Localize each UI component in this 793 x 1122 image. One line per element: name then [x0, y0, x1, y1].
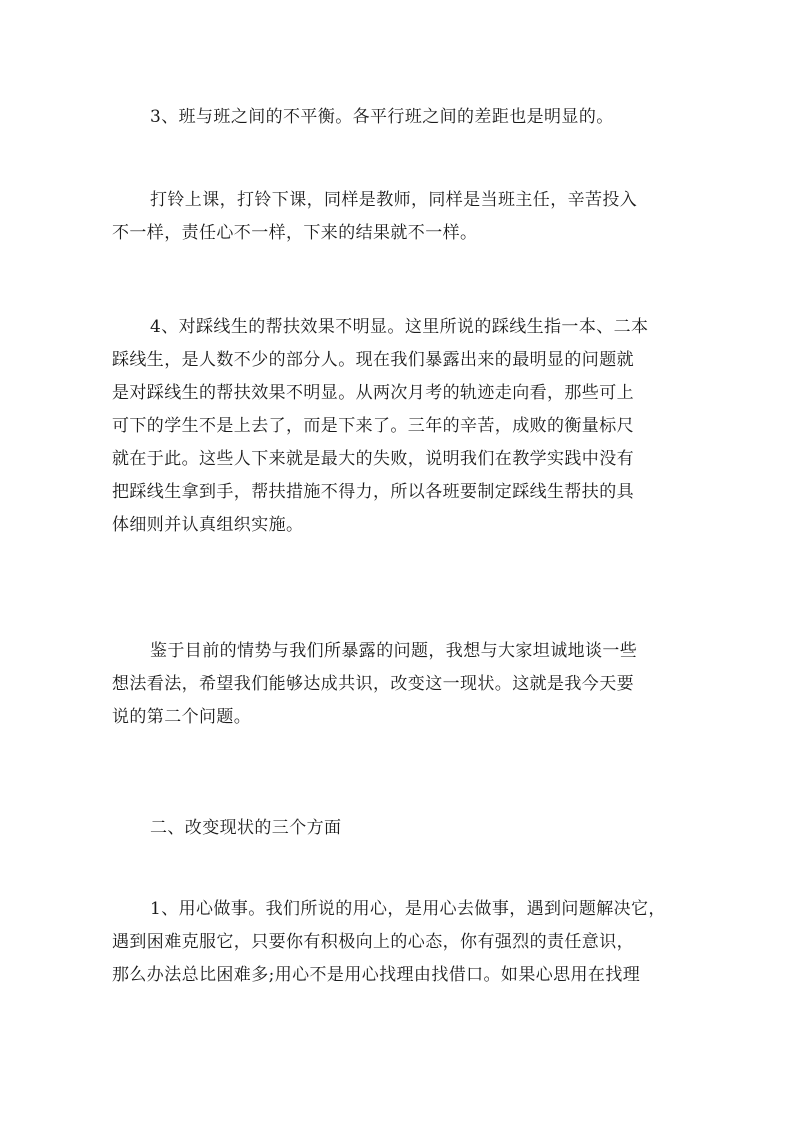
text-line: 把踩线生拿到手，帮扶措施不得力，所以各班要制定踩线生帮扶的具 — [112, 482, 634, 502]
text-line: 遇到困难克服它，只要你有积极向上的心态，你有强烈的责任意识， — [112, 932, 634, 952]
text-line: 鉴于目前的情势与我们所暴露的问题，我想与大家坦诚地谈一些 — [150, 641, 638, 661]
text-line: 打铃上课，打铃下课，同样是教师，同样是当班主任，辛苦投入 — [150, 190, 638, 210]
heading-text: 二、改变现状的三个方面 — [150, 818, 342, 838]
text-line: 4、对踩线生的帮扶效果不明显。这里所说的踩线生指一本、二本 — [150, 317, 649, 337]
paragraph-teacher-effort — [112, 184, 684, 250]
text-line: 可下的学生不是上去了，而是下来了。三年的辛苦，成败的衡量标尺 — [112, 416, 634, 436]
paragraph-work-with-heart — [112, 893, 684, 992]
text-line: 那么办法总比困难多;用心不是用心找理由找借口。如果心思用在找理 — [112, 965, 641, 985]
paragraph-second-issue — [112, 635, 684, 734]
text-line: 是对踩线生的帮扶效果不明显。从两次月考的轨迹走向看，那些可上 — [112, 383, 634, 403]
text-line: 想法看法，希望我们能够达成共识，改变这一现状。这就是我今天要 — [112, 674, 634, 694]
text-line: 踩线生，是人数不少的部分人。现在我们暴露出来的最明显的问题就 — [112, 350, 634, 370]
text-line: 体细则并认真组织实施。 — [112, 515, 304, 535]
text-line: 就在于此。这些人下来就是最大的失败，说明我们在教学实践中没有 — [112, 449, 634, 469]
text-line: 1、用心做事。我们所说的用心，是用心去做事，遇到问题解决它， — [150, 899, 666, 919]
text-line: 不一样，责任心不一样，下来的结果就不一样。 — [112, 223, 478, 243]
text-line: 说的第二个问题。 — [112, 707, 252, 727]
paragraph-class-imbalance — [112, 101, 684, 134]
section-heading — [112, 812, 684, 845]
text-line: 3、班与班之间的不平衡。各平行班之间的差距也是明显的。 — [150, 107, 614, 127]
paragraph-borderline-students — [112, 311, 684, 542]
